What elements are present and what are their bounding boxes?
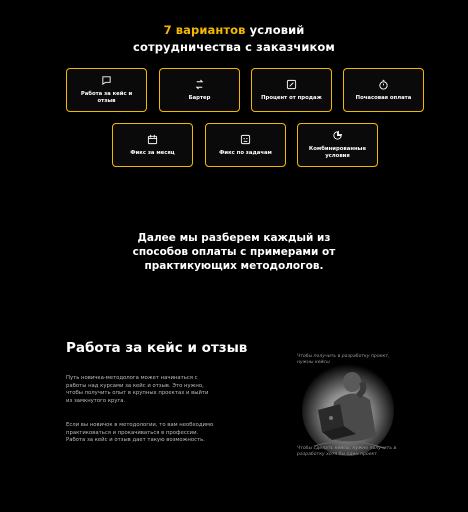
stopwatch-icon	[378, 79, 389, 90]
card-hourly[interactable]	[343, 68, 424, 112]
section-paragraph-1: Путь новичка-методолога может начинаться с работы над курсами за кейс и отзыв. Это нужно, чтобы получить опыт в крупных проектах и выйти из замкнутого круга.	[66, 375, 209, 404]
card-combined-label: Комбинированные условия	[308, 146, 367, 159]
card-tasks[interactable]	[205, 123, 286, 167]
card-barter-label: Бартер	[188, 94, 211, 101]
card-tasks-label: Фикс по задачам	[219, 149, 272, 156]
calendar-icon	[147, 134, 158, 145]
card-case-review[interactable]	[66, 68, 147, 112]
hero-line2: сотрудничества с заказчиком	[133, 40, 335, 54]
caption-top: Чтобы получить в разработку проект, нужны кейсы	[297, 354, 390, 365]
card-case-label: Работа за кейс и отзыв	[80, 91, 133, 104]
hero-line1: условий	[245, 23, 305, 37]
card-barter[interactable]	[159, 68, 240, 112]
pie-chart-icon	[332, 130, 343, 141]
middle-line-1: Далее мы разберем каждый из	[137, 232, 331, 244]
caption-bottom: Чтобы сделать кейсы, нужно получить в разработку хотя бы один проект	[297, 446, 397, 457]
exchange-icon	[194, 79, 205, 90]
card-combined[interactable]	[297, 123, 378, 167]
middle-line-3: практикующих методологов.	[144, 260, 324, 272]
percent-icon	[286, 79, 297, 90]
card-monthly[interactable]	[112, 123, 193, 167]
hero-accent: 7 вариантов	[163, 23, 246, 37]
middle-line-2: способов оплаты с примерами от	[132, 246, 336, 258]
card-percent[interactable]	[251, 68, 332, 112]
section-paragraph-2: Если вы новичок в методологии, то вам необходимо практиковаться и прокачиваться в профессии. Работа за кейс и отзыв дает такую возможность.	[66, 422, 214, 444]
task-face-icon	[240, 134, 251, 145]
section-title: Работа за кейс и отзыв	[66, 340, 248, 356]
card-monthly-label: Фикс за месяц	[130, 149, 175, 156]
middle-statement	[0, 231, 468, 273]
hero-title	[0, 22, 468, 56]
card-hourly-label: Почасовая оплата	[355, 94, 412, 101]
card-percent-label: Процент от продаж	[261, 94, 322, 101]
chat-bubble-icon	[101, 75, 112, 86]
